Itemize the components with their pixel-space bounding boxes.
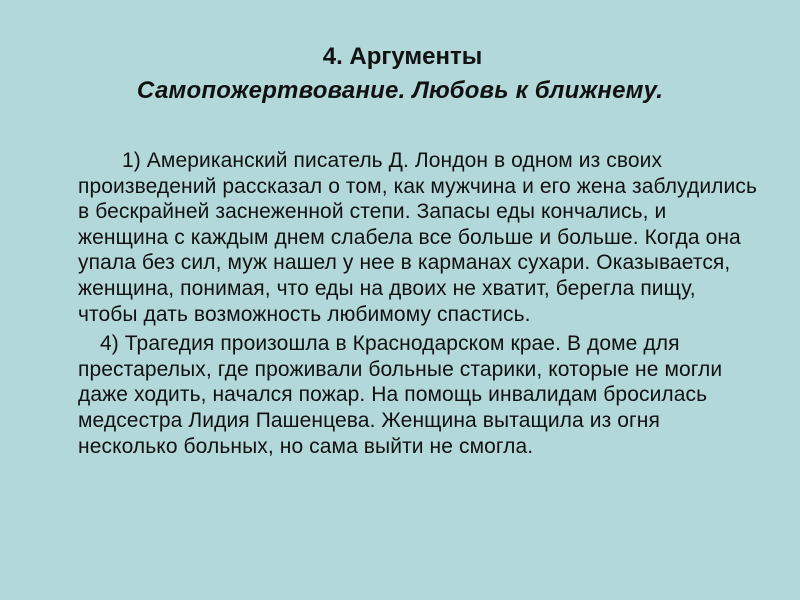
title-block — [0, 40, 800, 108]
slide-subtitle: Самопожертвование. Любовь к ближнему. — [136, 77, 664, 104]
slide-title: 4. Аргументы — [322, 43, 483, 70]
slide-body — [78, 148, 758, 459]
paragraph-1: 1) Американский писатель Д. Лондон в одном из своих произведений рассказал о том, как мужчина и его жена заблудились в бескрайней заснеженной степи. Запасы еды кончались, и женщина с каждым днем слабела все больше и больше. Когда она упала без сил, муж нашел у нее в карманах сухари. Оказывается, женщина, понимая, что еды на двоих не хватит, берегла пищу, чтобы дать возможность любимому спастись. — [78, 149, 757, 326]
paragraph-2: 4) Трагедия произошла в Краснодарском крае. В доме для престарелых, где проживали больные старики, которые не могли даже ходить, начался пожар. На помощь инвалидам бросилась медсестра Лидия Пашенцева. Женщина вытащила из огня несколько больных, но сама выйти не смогла. — [78, 332, 723, 458]
